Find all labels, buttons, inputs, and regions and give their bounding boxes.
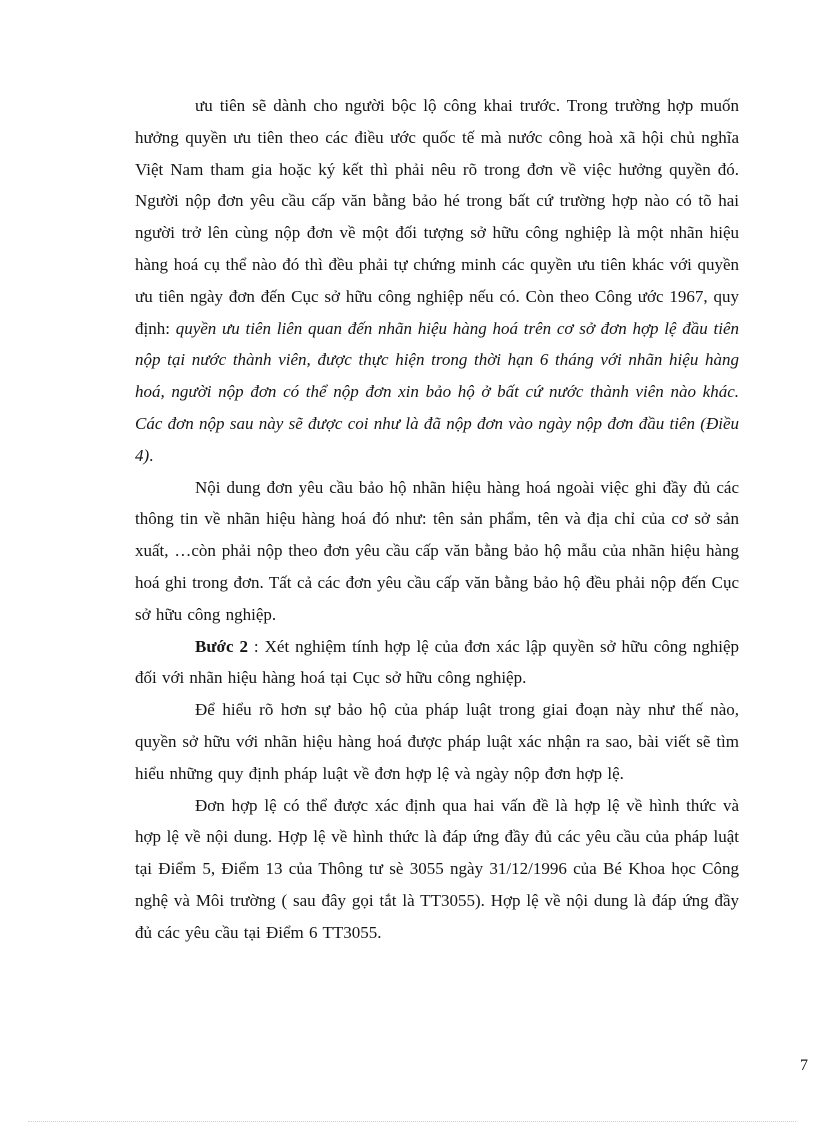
paragraph-legal-protection: Để hiểu rõ hơn sự bảo hộ của pháp luật trong giai đoạn này như thế nào, quyền sở hữu với nhãn hiệu hàng hoá được pháp luật xác nhận ra sao, bài viết sẽ tìm hiểu những quy định pháp luật về đơn hợp lệ và ngày nộp đơn hợp lệ. [135,700,739,783]
step-2-heading: Bước 2 [195,636,248,656]
paragraph-priority-rights-end: . [149,445,154,465]
paragraph-priority-rights [135,90,739,472]
paragraph-step-2 [135,631,739,695]
step-2-text: : Xét nghiệm tính hợp lệ của đơn xác lập quyền sở hữu công nghiệp đối với nhãn hiệu hàng hoá tại Cục sở hữu công nghiệp. [135,636,739,688]
page-bottom-divider [28,1121,796,1122]
convention-quote: quyền ưu tiên liên quan đến nhãn hiệu hàng hoá trên cơ sở đơn hợp lệ đầu tiên nộp tại nước thành viên, được thực hiện trong thời hạn 6 tháng với nhãn hiệu hàng hoá, người nộp đơn có thể nộp đơn xin bảo hộ ở bất cứ nước thành viên nào khác. Các đơn nộp sau này sẽ được coi như là đã nộp đơn vào ngày nộp đơn đầu tiên (Điều 4) [135,318,739,465]
page-number: 7 [800,1057,808,1074]
paragraph-application-content: Nội dung đơn yêu cầu bảo hộ nhãn hiệu hàng hoá ngoài việc ghi đầy đủ các thông tin về nhãn hiệu hàng hoá đó như: tên sản phẩm, tên và địa chỉ của cơ sở sản xuất, …còn phải nộp theo đơn yêu cầu cấp văn bằng bảo hộ mẫu của nhãn hiệu hàng hoá ghi trong đơn. Tất cả các đơn yêu cầu cấp văn bằng bảo hộ đều phải nộp đến Cục sở hữu công nghiệp. [135,477,739,624]
document-body [135,90,739,949]
paragraph-valid-application: Đơn hợp lệ có thể được xác định qua hai vấn đề là hợp lệ về hình thức và hợp lệ về nội dung. Hợp lệ về hình thức là đáp ứng đầy đủ các yêu cầu của pháp luật tại Điểm 5, Điểm 13 của Thông tư sè 3055 ngày 31/12/1996 của Bé Khoa học Công nghệ và Môi trường ( sau đây gọi tắt là TT3055). Hợp lệ về nội dung là đáp ứng đầy đủ các yêu cầu tại Điểm 6 TT3055. [135,795,739,942]
paragraph-priority-rights-text: ưu tiên sẽ dành cho người bộc lộ công khai trước. Trong trường hợp muốn hưởng quyền ưu tiên theo các điều ước quốc tế mà nước công hoà xã hội chủ nghĩa Việt Nam tham gia hoặc ký kết thì phải nêu rõ trong đơn về việc hưởng quyền đó. Người nộp đơn yêu cầu cấp văn bằng bảo hé trong bất cứ trường hợp nào có tõ hai người trở lên cùng nộp đơn về một đối tượng sở hữu công nghiệp là một nhãn hiệu hàng hoá cụ thể nào đó thì đều phải tự chứng minh các quyền ưu tiên khác với quyền ưu tiên ngày đơn đến Cục sở hữu công nghiệp nếu có. Còn theo Công ước 1967, quy định: [135,96,739,338]
